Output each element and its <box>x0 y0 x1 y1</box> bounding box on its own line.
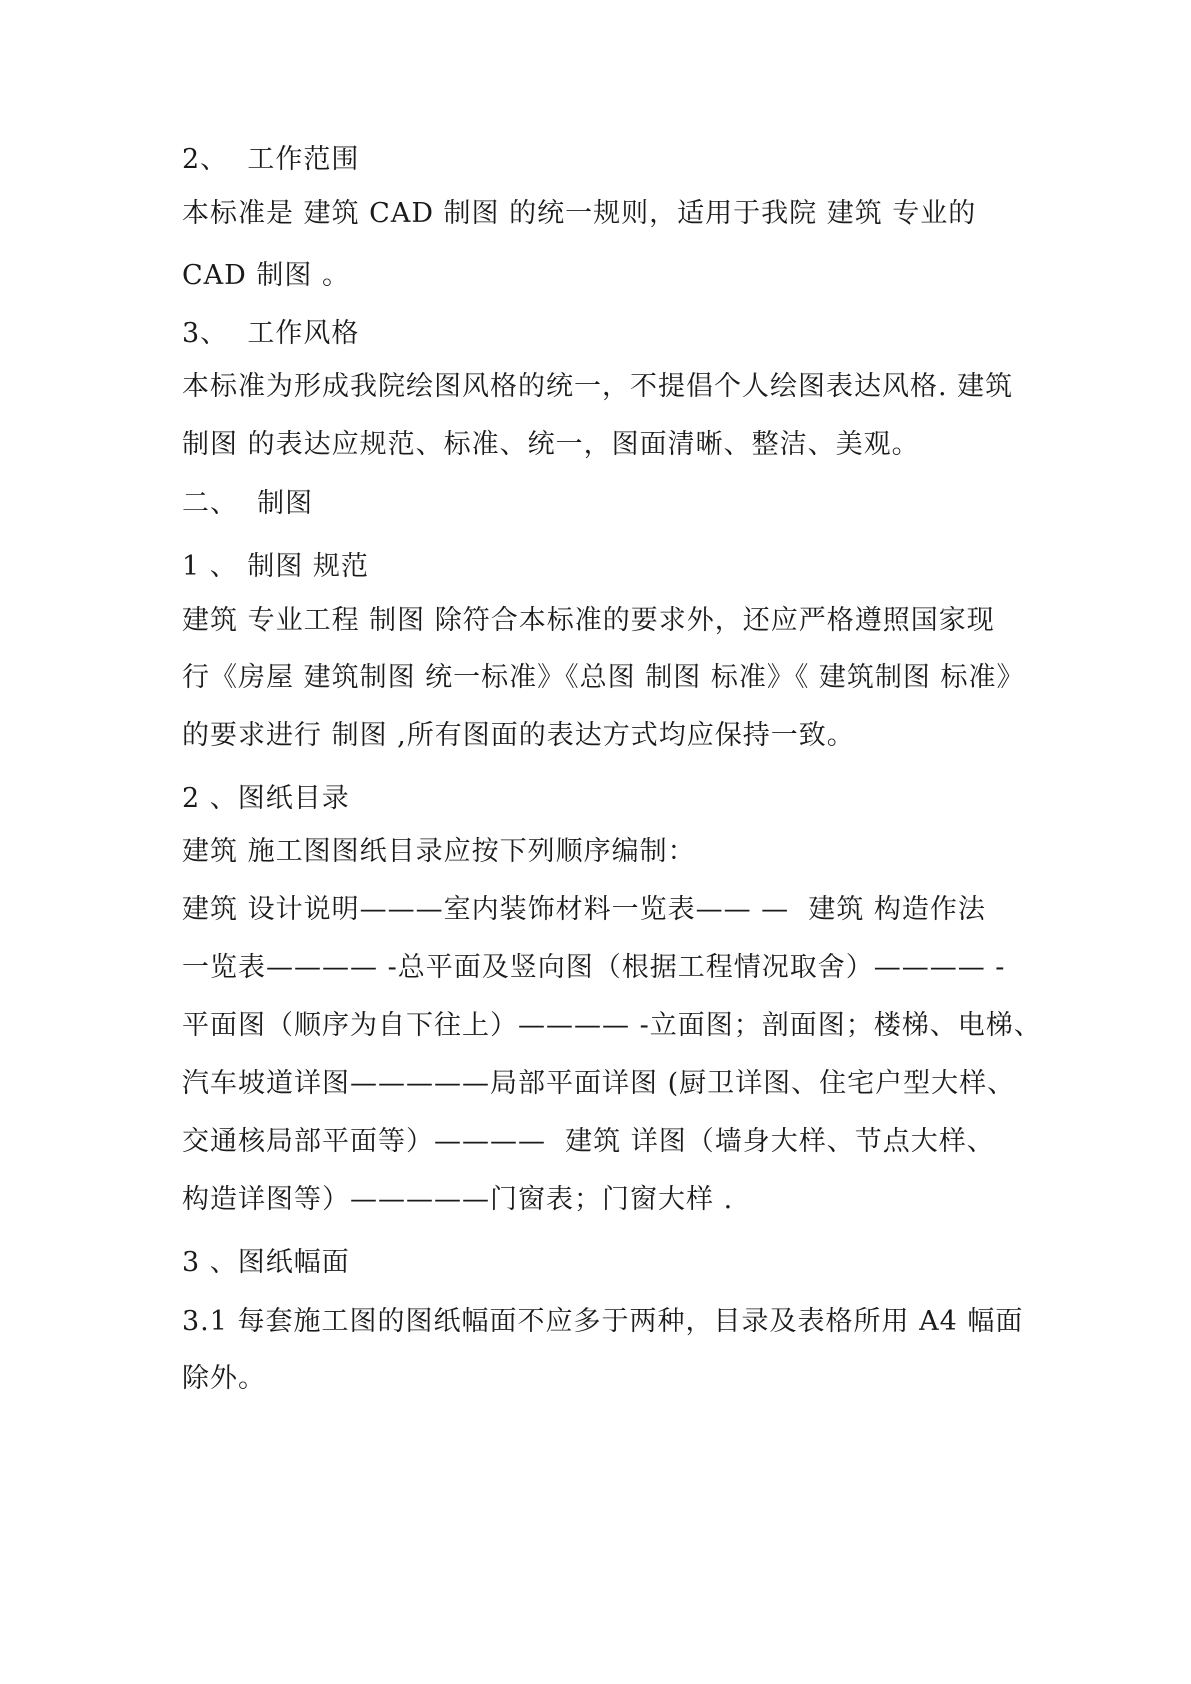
heading-drawing: 二、 制图 <box>182 488 314 519</box>
paragraph-line: 建筑 设计说明———室内装饰材料一览表—— — 建筑 构造作法 <box>182 894 986 925</box>
paragraph-line: 3.1 每套施工图的图纸幅面不应多于两种，目录及表格所用 A4 幅面 <box>182 1306 1024 1337</box>
paragraph-line: 一览表———— -总平面及竖向图（根据工程情况取舍）———— - <box>182 952 1006 983</box>
paragraph-line: 制图 的表达应规范、标准、统一，图面清晰、整洁、美观。 <box>182 429 920 460</box>
paragraph-line: 构造详图等）—————门窗表；门窗大样 . <box>182 1184 734 1215</box>
heading-drawing-format: 3 、图纸幅面 <box>182 1247 350 1278</box>
paragraph-line: 平面图（顺序为自下往上）———— -立面图；剖面图；楼梯、电梯、 <box>182 1010 1042 1041</box>
paragraph-line: 交通核局部平面等）———— 建筑 详图（墙身大样、节点大样、 <box>182 1126 995 1157</box>
heading-drawing-index: 2 、图纸目录 <box>182 783 350 814</box>
heading-work-style: 3、 工作风格 <box>182 318 360 349</box>
paragraph-line: 建筑 专业工程 制图 除符合本标准的要求外，还应严格遵照国家现 <box>182 605 995 636</box>
paragraph-line: 的要求进行 制图 ,所有图面的表达方式均应保持一致。 <box>182 720 855 751</box>
paragraph-line: 建筑 施工图图纸目录应按下列顺序编制： <box>182 836 696 867</box>
paragraph-line: 汽车坡道详图—————局部平面详图 (厨卫详图、住宅户型大样、 <box>182 1068 1016 1099</box>
paragraph-line: 行《房屋 建筑制图 统一标准》《总图 制图 标准》《 建筑制图 标准》 <box>182 662 1025 693</box>
paragraph-line: CAD 制图 。 <box>182 260 350 291</box>
heading-drawing-standards: 1 、 制图 规范 <box>182 551 369 582</box>
paragraph-line: 除外。 <box>182 1363 266 1394</box>
heading-work-scope: 2、 工作范围 <box>182 144 360 175</box>
paragraph-line: 本标准是 建筑 CAD 制图 的统一规则，适用于我院 建筑 专业的 <box>182 198 977 229</box>
paragraph-line: 本标准为形成我院绘图风格的统一，不提倡个人绘图表达风格. 建筑 <box>182 371 1014 402</box>
